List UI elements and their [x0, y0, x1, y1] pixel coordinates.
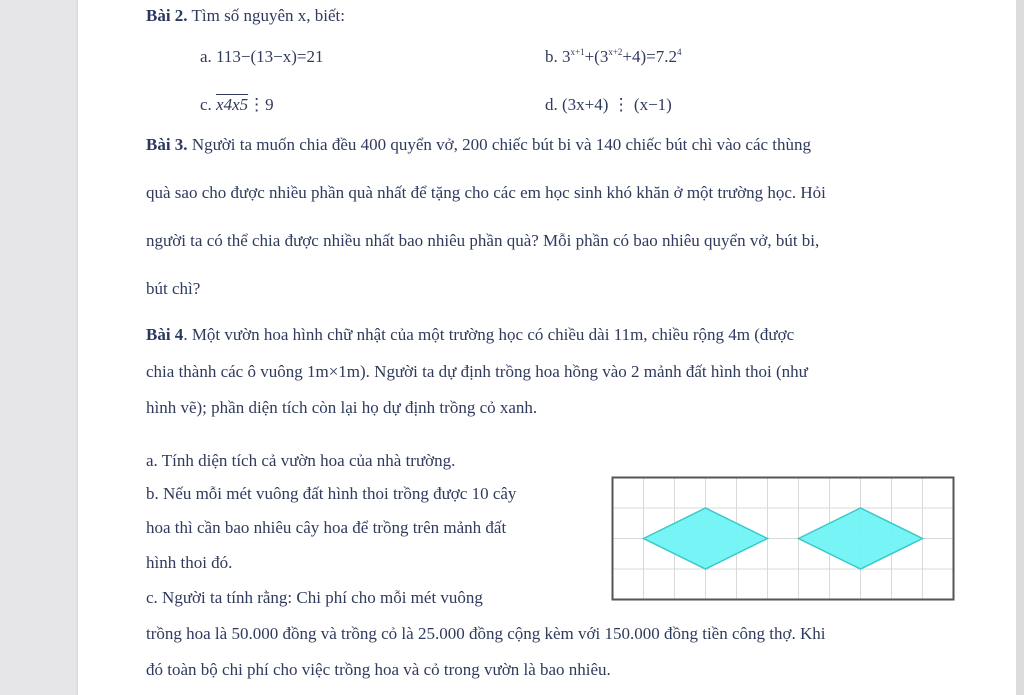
paragraph-text: . Một vườn hoa hình chữ nhật của một trường học có chiều dài 11m, chiều rộng 4m (được: [183, 325, 795, 344]
bai3-line-3: người ta có thể chia được nhiều nhất bao nhiêu phần quà? Mỗi phần có bao nhiêu quyển vở, bút bi,: [146, 231, 820, 250]
bai4-part-c-line-1: c. Người ta tính rằng: Chi phí cho mỗi mét vuông: [146, 588, 483, 607]
equation: 113−(13−x)=21: [216, 47, 324, 66]
equation: $3^{x+1}+(3^{x+2}+4)=7.2^4$: [562, 47, 682, 66]
bai3-line-1: [146, 135, 811, 155]
bai2-title: Bài 2.: [146, 6, 188, 25]
bai4-part-c-line-3: đó toàn bộ chi phí cho việc trồng hoa và cỏ trong vườn là bao nhiêu.: [146, 660, 611, 679]
part-label: b.: [545, 47, 558, 66]
equation: (3x+4) ⋮ (x−1): [562, 95, 672, 114]
part-label: a.: [200, 47, 212, 66]
bai2-heading: [146, 6, 345, 26]
bai4-line-3: hình vẽ); phần diện tích còn lại họ dự định trồng cỏ xanh.: [146, 398, 538, 417]
bai2-part-d: [545, 95, 672, 115]
bai4-part-b-line-3: hình thoi đó.: [146, 553, 233, 572]
bai3-line-4: bút chì?: [146, 279, 201, 298]
part-label: d.: [545, 95, 558, 114]
bai4-part-b-line-1: b. Nếu mỗi mét vuông đất hình thoi trồng được 10 cây: [146, 484, 517, 503]
bai2-part-c: [200, 95, 274, 115]
paragraph-text: Người ta muốn chia đều 400 quyển vở, 200 chiếc bút bi và 140 chiếc bút chì vào các thùng: [191, 135, 812, 154]
bai4-part-c-line-2: trồng hoa là 50.000 đồng và trồng cỏ là 25.000 đồng cộng kèm với 150.000 đồng tiền công thợ. Khi: [146, 624, 826, 643]
bai3-line-2: quà sao cho được nhiều phần quà nhất để tặng cho các em học sinh khó khăn ở một trường học. Hỏi: [146, 183, 826, 202]
bai4-line-2: chia thành các ô vuông 1m×1m). Người ta dự định trồng hoa hồng vào 2 mảnh đất hình thoi (như: [146, 362, 808, 381]
bai4-line-1: [146, 325, 794, 345]
scrollbar-track[interactable]: [1016, 0, 1024, 695]
bai3-title: Bài 3.: [146, 135, 188, 154]
bai4-part-b-line-2: hoa thì cần bao nhiêu cây hoa để trồng trên mảnh đất: [146, 518, 507, 537]
equation: x4x5⋮9: [216, 95, 274, 114]
bai4-title: Bài 4: [146, 325, 184, 344]
part-label: c.: [200, 95, 212, 114]
bai4-part-a: a. Tính diện tích cả vườn hoa của nhà trường.: [146, 451, 456, 470]
bai2-prompt: Tìm số nguyên x, biết:: [191, 6, 345, 25]
garden-grid-diagram: [611, 476, 955, 601]
bai2-part-a: [200, 47, 324, 67]
bai2-part-b: [545, 47, 682, 67]
